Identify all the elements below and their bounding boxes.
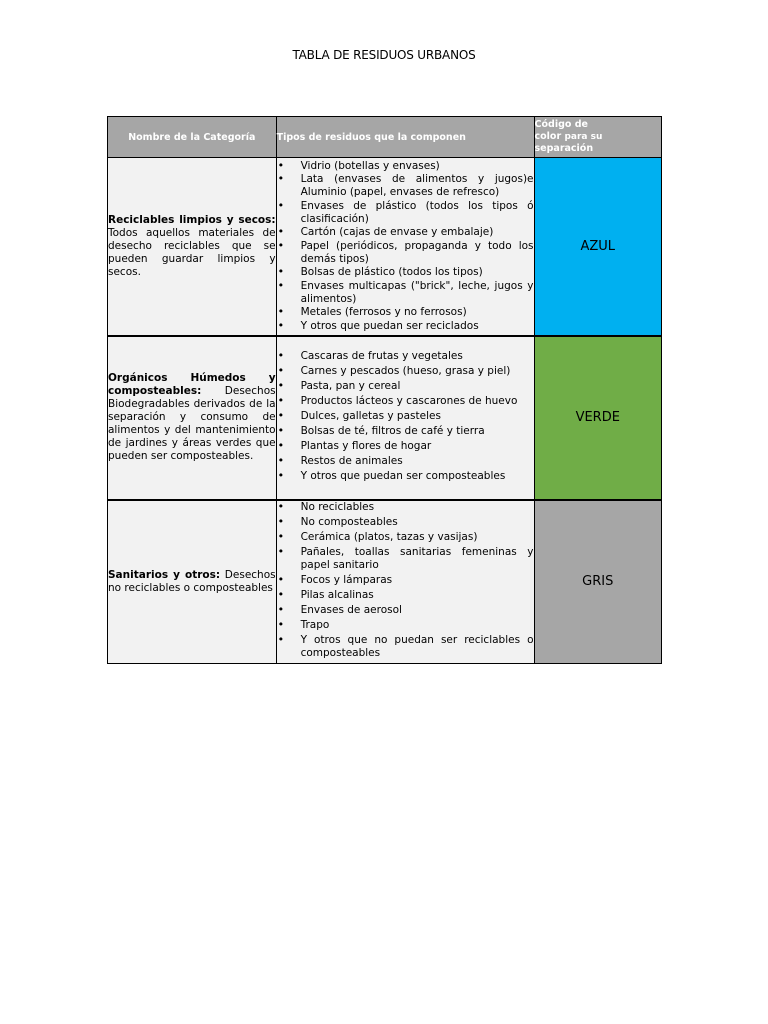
- color-label: AZUL: [580, 238, 616, 254]
- color-label: VERDE: [575, 410, 620, 425]
- types-list: [277, 501, 534, 660]
- table-row: [108, 158, 662, 336]
- header-color-code-line1: Código de: [534, 119, 588, 130]
- list-item: • Trapo: [277, 619, 534, 632]
- list-item: • Cartón (cajas de envase y embalaje): [277, 226, 534, 239]
- header-color-code-line3: separación: [534, 143, 594, 154]
- types-list: [277, 350, 534, 483]
- category-description: Desechos no reciclables o composteables: [108, 568, 276, 594]
- table-row: [108, 336, 662, 500]
- category-name: Sanitarios y otros:: [108, 568, 221, 581]
- list-item: • No composteables: [277, 516, 534, 529]
- list-item: • Productos lácteos y cascarones de huevo: [277, 395, 534, 408]
- category-description: Todos aquellos materiales de desecho reciclables que se pueden guardar limpios y secos.: [108, 226, 276, 278]
- list-item: • Pasta, pan y cereal: [277, 380, 534, 393]
- category-cell: [108, 158, 277, 336]
- header-color-code-line2a: color: [534, 131, 562, 142]
- list-item: • Cerámica (platos, tazas y vasijas): [277, 531, 534, 544]
- list-item: • Y otros que puedan ser reciclados: [277, 320, 534, 333]
- category-cell: [108, 500, 277, 664]
- list-item: • Envases multicapas ("brick", leche, jugos y alimentos): [277, 280, 534, 306]
- list-item: • Y otros que no puedan ser reciclables o composteables: [277, 634, 534, 660]
- types-cell: [276, 336, 534, 500]
- list-item: • Pilas alcalinas: [277, 589, 534, 602]
- color-code-cell: [534, 500, 661, 664]
- list-item: • Focos y lámparas: [277, 574, 534, 587]
- list-item: • Dulces, galletas y pasteles: [277, 410, 534, 423]
- list-item: • Envases de aerosol: [277, 604, 534, 617]
- table-header-row: [108, 117, 662, 158]
- list-item: • Papel (periódicos, propaganda y todo los demás tipos): [277, 240, 534, 266]
- document-title: TABLA DE RESIDUOS URBANOS: [292, 48, 476, 62]
- list-item: • Cascaras de frutas y vegetales: [277, 350, 534, 363]
- color-label: GRIS: [582, 574, 614, 590]
- category-description: Desechos Biodegradables derivados de la separación y consumo de alimentos y del mantenimiento de jardines y áreas verdes que pueden ser composteables.: [108, 385, 276, 462]
- list-item: • Metales (ferrosos y no ferrosos): [277, 306, 534, 319]
- list-item: • Bolsas de té, filtros de café y tierra: [277, 425, 534, 438]
- color-code-cell: [534, 158, 661, 336]
- list-item: • Plantas y flores de hogar: [277, 440, 534, 453]
- header-color-code: [534, 117, 661, 158]
- types-list: [277, 160, 534, 333]
- list-item: • Carnes y pescados (hueso, grasa y piel): [277, 365, 534, 378]
- color-code-cell: [534, 336, 661, 500]
- list-item: • No reciclables: [277, 501, 534, 514]
- list-item: • Restos de animales: [277, 455, 534, 468]
- list-item: • Envases de plástico (todos los tipos ó clasificación): [277, 200, 534, 226]
- header-types: Tipos de residuos que la componen: [276, 117, 534, 158]
- types-cell: [276, 158, 534, 336]
- waste-table: [107, 116, 662, 664]
- list-item: • Lata (envases de alimentos y jugos)e Aluminio (papel, envases de refresco): [277, 173, 534, 199]
- category-cell: [108, 336, 277, 500]
- list-item: • Vidrio (botellas y envases): [277, 160, 534, 173]
- header-category: Nombre de la Categoría: [108, 117, 277, 158]
- list-item: • Bolsas de plástico (todos los tipos): [277, 266, 534, 279]
- types-cell: [276, 500, 534, 664]
- header-color-code-line2b: para su: [564, 132, 603, 142]
- list-item: • Pañales, toallas sanitarias femeninas y papel sanitario: [277, 546, 534, 572]
- category-name: Orgánicos Húmedos y composteables:: [108, 372, 276, 397]
- category-name: Reciclables limpios y secos:: [108, 213, 276, 226]
- list-item: • Y otros que puedan ser composteables: [277, 470, 534, 483]
- table-row: [108, 500, 662, 664]
